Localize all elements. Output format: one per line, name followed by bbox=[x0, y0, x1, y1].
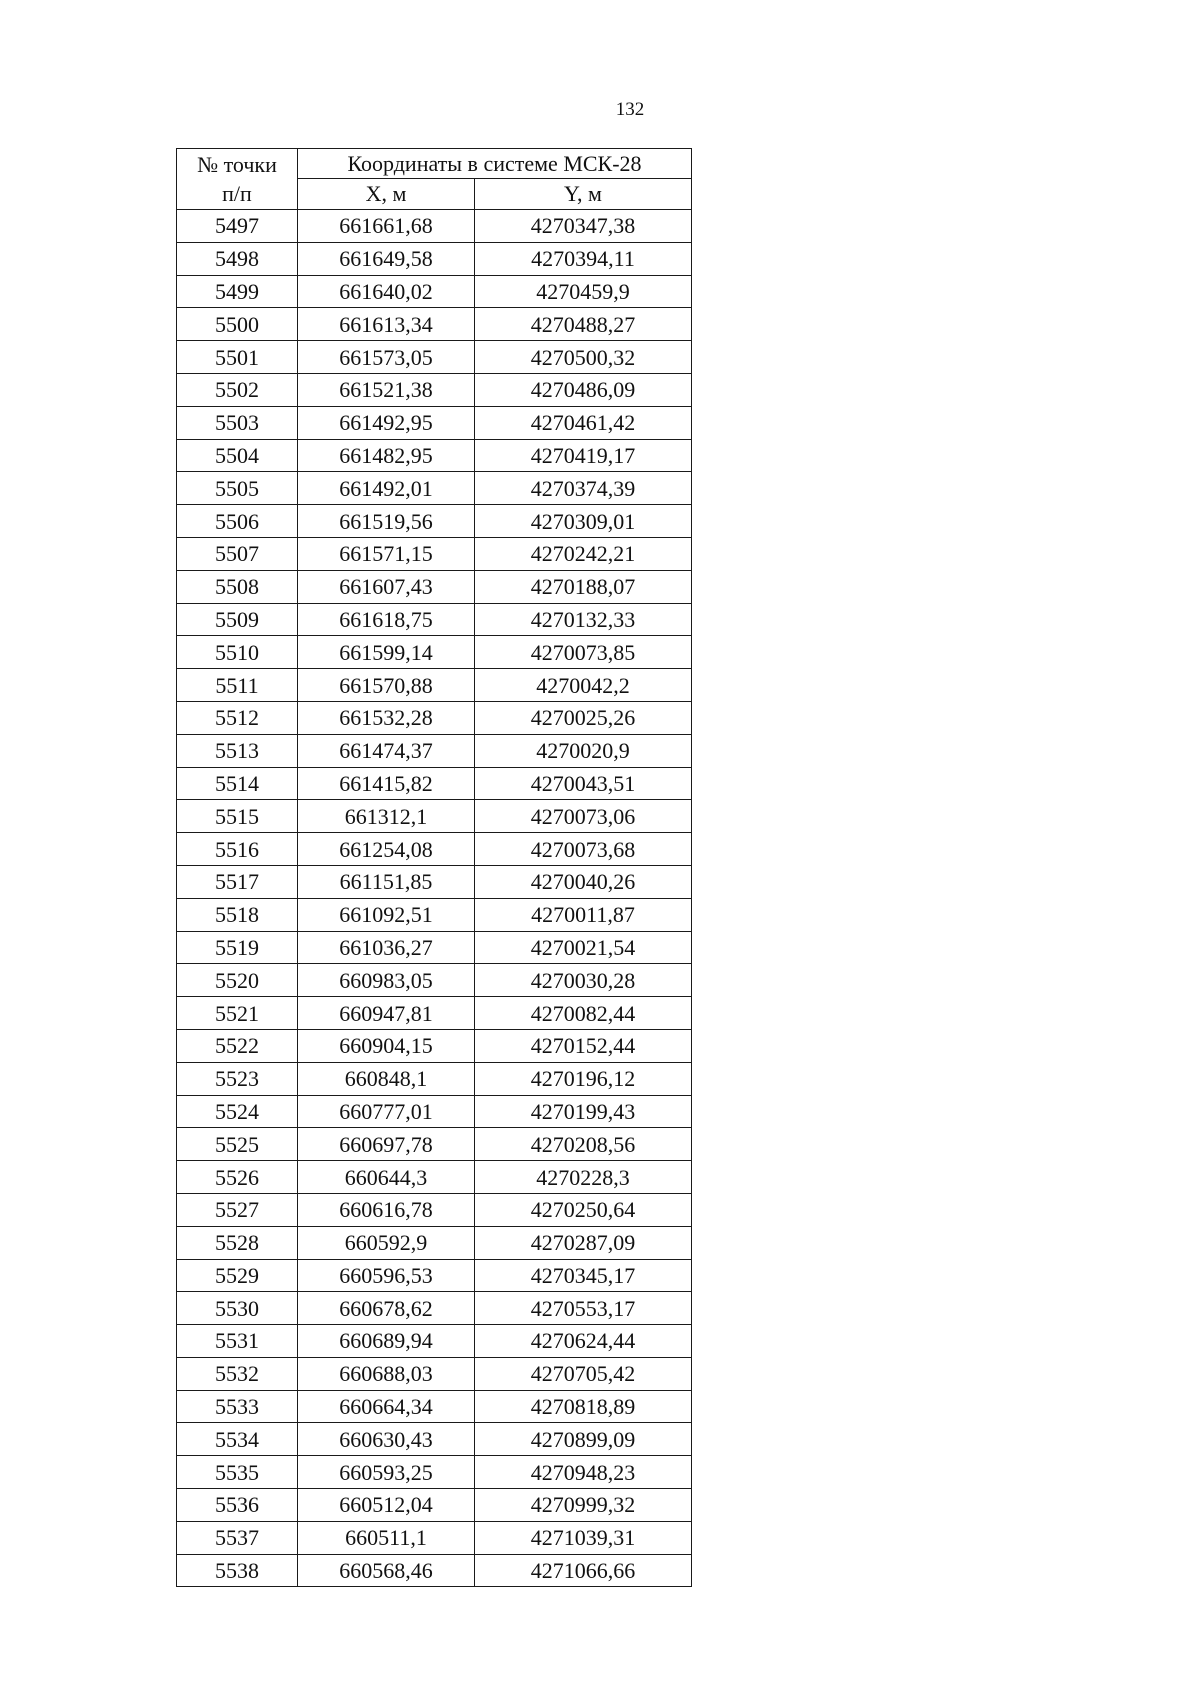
y-coordinate-cell: 4270394,11 bbox=[475, 242, 692, 275]
y-coordinate-cell: 4270347,38 bbox=[475, 210, 692, 243]
y-coordinate-cell: 4270459,9 bbox=[475, 275, 692, 308]
x-coordinate-cell: 660983,05 bbox=[298, 964, 475, 997]
table-row bbox=[177, 603, 692, 636]
x-coordinate-cell: 660644,3 bbox=[298, 1161, 475, 1194]
point-number-cell: 5529 bbox=[177, 1259, 298, 1292]
table-row bbox=[177, 833, 692, 866]
y-coordinate-cell: 4271066,66 bbox=[475, 1554, 692, 1587]
table-row bbox=[177, 1456, 692, 1489]
point-number-cell: 5519 bbox=[177, 931, 298, 964]
x-coordinate-cell: 661649,58 bbox=[298, 242, 475, 275]
table-row bbox=[177, 439, 692, 472]
x-coordinate-cell: 660593,25 bbox=[298, 1456, 475, 1489]
point-number-cell: 5530 bbox=[177, 1292, 298, 1325]
point-number-cell: 5535 bbox=[177, 1456, 298, 1489]
point-number-cell: 5522 bbox=[177, 1029, 298, 1062]
point-number-cell: 5501 bbox=[177, 341, 298, 374]
x-coordinate-cell: 660596,53 bbox=[298, 1259, 475, 1292]
x-coordinate-cell: 661640,02 bbox=[298, 275, 475, 308]
x-coordinate-cell: 660568,46 bbox=[298, 1554, 475, 1587]
point-number-cell: 5500 bbox=[177, 308, 298, 341]
x-coordinate-cell: 661492,01 bbox=[298, 472, 475, 505]
x-coordinate-cell: 661415,82 bbox=[298, 767, 475, 800]
x-coordinate-cell: 660678,62 bbox=[298, 1292, 475, 1325]
y-coordinate-cell: 4270030,28 bbox=[475, 964, 692, 997]
table-row bbox=[177, 1029, 692, 1062]
point-number-cell: 5516 bbox=[177, 833, 298, 866]
table-row bbox=[177, 997, 692, 1030]
x-coordinate-cell: 661482,95 bbox=[298, 439, 475, 472]
y-coordinate-cell: 4270486,09 bbox=[475, 373, 692, 406]
table-row bbox=[177, 1325, 692, 1358]
table-row bbox=[177, 1193, 692, 1226]
x-coordinate-cell: 660664,34 bbox=[298, 1390, 475, 1423]
point-number-cell: 5514 bbox=[177, 767, 298, 800]
y-coordinate-cell: 4270242,21 bbox=[475, 537, 692, 570]
table-row bbox=[177, 1292, 692, 1325]
header-row-1 bbox=[177, 149, 692, 179]
y-coordinate-cell: 4270042,2 bbox=[475, 669, 692, 702]
x-coordinate-cell: 660848,1 bbox=[298, 1062, 475, 1095]
table-row bbox=[177, 1390, 692, 1423]
x-coordinate-cell: 660777,01 bbox=[298, 1095, 475, 1128]
x-coordinate-cell: 661613,34 bbox=[298, 308, 475, 341]
point-number-cell: 5498 bbox=[177, 242, 298, 275]
header-point-number bbox=[177, 149, 298, 210]
x-coordinate-cell: 661599,14 bbox=[298, 636, 475, 669]
y-coordinate-cell: 4270073,85 bbox=[475, 636, 692, 669]
point-number-cell: 5525 bbox=[177, 1128, 298, 1161]
point-number-cell: 5505 bbox=[177, 472, 298, 505]
table-row bbox=[177, 1489, 692, 1522]
x-coordinate-cell: 660904,15 bbox=[298, 1029, 475, 1062]
x-coordinate-cell: 660592,9 bbox=[298, 1226, 475, 1259]
table-row bbox=[177, 1226, 692, 1259]
table-row bbox=[177, 669, 692, 702]
x-coordinate-cell: 661521,38 bbox=[298, 373, 475, 406]
y-coordinate-cell: 4270208,56 bbox=[475, 1128, 692, 1161]
y-coordinate-cell: 4270419,17 bbox=[475, 439, 692, 472]
y-coordinate-cell: 4270705,42 bbox=[475, 1357, 692, 1390]
x-coordinate-cell: 660697,78 bbox=[298, 1128, 475, 1161]
point-number-cell: 5537 bbox=[177, 1521, 298, 1554]
point-number-cell: 5521 bbox=[177, 997, 298, 1030]
table-row bbox=[177, 1259, 692, 1292]
point-number-cell: 5497 bbox=[177, 210, 298, 243]
y-coordinate-cell: 4270196,12 bbox=[475, 1062, 692, 1095]
table-row bbox=[177, 800, 692, 833]
table-row bbox=[177, 1423, 692, 1456]
table-row bbox=[177, 275, 692, 308]
coordinates-table bbox=[176, 148, 692, 1587]
y-coordinate-cell: 4270899,09 bbox=[475, 1423, 692, 1456]
table-row bbox=[177, 537, 692, 570]
y-coordinate-cell: 4270228,3 bbox=[475, 1161, 692, 1194]
table-row bbox=[177, 931, 692, 964]
point-number-cell: 5512 bbox=[177, 701, 298, 734]
x-coordinate-cell: 661092,51 bbox=[298, 898, 475, 931]
page-number: 132 bbox=[615, 99, 645, 120]
y-coordinate-cell: 4270461,42 bbox=[475, 406, 692, 439]
y-coordinate-cell: 4270152,44 bbox=[475, 1029, 692, 1062]
point-number-cell: 5536 bbox=[177, 1489, 298, 1522]
point-number-cell: 5499 bbox=[177, 275, 298, 308]
point-number-cell: 5524 bbox=[177, 1095, 298, 1128]
point-number-cell: 5515 bbox=[177, 800, 298, 833]
y-coordinate-cell: 4270073,06 bbox=[475, 800, 692, 833]
y-coordinate-cell: 4270345,17 bbox=[475, 1259, 692, 1292]
x-coordinate-cell: 660511,1 bbox=[298, 1521, 475, 1554]
table-row bbox=[177, 865, 692, 898]
point-number-cell: 5528 bbox=[177, 1226, 298, 1259]
y-coordinate-cell: 4270011,87 bbox=[475, 898, 692, 931]
x-coordinate-cell: 661254,08 bbox=[298, 833, 475, 866]
point-number-cell: 5507 bbox=[177, 537, 298, 570]
y-coordinate-cell: 4270999,32 bbox=[475, 1489, 692, 1522]
y-coordinate-cell: 4270073,68 bbox=[475, 833, 692, 866]
x-coordinate-cell: 661607,43 bbox=[298, 570, 475, 603]
table-row bbox=[177, 373, 692, 406]
point-number-cell: 5509 bbox=[177, 603, 298, 636]
table-row bbox=[177, 406, 692, 439]
point-number-cell: 5503 bbox=[177, 406, 298, 439]
point-number-cell: 5508 bbox=[177, 570, 298, 603]
header-y: Y, м bbox=[475, 179, 692, 210]
point-number-cell: 5504 bbox=[177, 439, 298, 472]
x-coordinate-cell: 661474,37 bbox=[298, 734, 475, 767]
point-number-cell: 5510 bbox=[177, 636, 298, 669]
y-coordinate-cell: 4270020,9 bbox=[475, 734, 692, 767]
x-coordinate-cell: 661312,1 bbox=[298, 800, 475, 833]
table-row bbox=[177, 767, 692, 800]
y-coordinate-cell: 4270500,32 bbox=[475, 341, 692, 374]
table-row bbox=[177, 1521, 692, 1554]
y-coordinate-cell: 4270309,01 bbox=[475, 505, 692, 538]
x-coordinate-cell: 661618,75 bbox=[298, 603, 475, 636]
y-coordinate-cell: 4270818,89 bbox=[475, 1390, 692, 1423]
point-number-cell: 5513 bbox=[177, 734, 298, 767]
x-coordinate-cell: 661570,88 bbox=[298, 669, 475, 702]
table-row bbox=[177, 636, 692, 669]
y-coordinate-cell: 4270624,44 bbox=[475, 1325, 692, 1358]
point-number-cell: 5506 bbox=[177, 505, 298, 538]
y-coordinate-cell: 4270025,26 bbox=[475, 701, 692, 734]
y-coordinate-cell: 4270374,39 bbox=[475, 472, 692, 505]
header-x: X, м bbox=[298, 179, 475, 210]
x-coordinate-cell: 660630,43 bbox=[298, 1423, 475, 1456]
point-number-cell: 5517 bbox=[177, 865, 298, 898]
x-coordinate-cell: 661571,15 bbox=[298, 537, 475, 570]
table-row bbox=[177, 341, 692, 374]
table-row bbox=[177, 210, 692, 243]
x-coordinate-cell: 661151,85 bbox=[298, 865, 475, 898]
table-row bbox=[177, 1128, 692, 1161]
x-coordinate-cell: 660512,04 bbox=[298, 1489, 475, 1522]
table-row bbox=[177, 472, 692, 505]
header-coordinates: Координаты в системе МСК-28 bbox=[298, 149, 692, 179]
y-coordinate-cell: 4270082,44 bbox=[475, 997, 692, 1030]
y-coordinate-cell: 4270188,07 bbox=[475, 570, 692, 603]
point-number-cell: 5502 bbox=[177, 373, 298, 406]
table-row bbox=[177, 964, 692, 997]
table-row bbox=[177, 1095, 692, 1128]
table-row bbox=[177, 898, 692, 931]
x-coordinate-cell: 661492,95 bbox=[298, 406, 475, 439]
point-number-cell: 5511 bbox=[177, 669, 298, 702]
point-number-cell: 5531 bbox=[177, 1325, 298, 1358]
x-coordinate-cell: 661573,05 bbox=[298, 341, 475, 374]
point-number-cell: 5538 bbox=[177, 1554, 298, 1587]
y-coordinate-cell: 4270199,43 bbox=[475, 1095, 692, 1128]
y-coordinate-cell: 4270043,51 bbox=[475, 767, 692, 800]
x-coordinate-cell: 661036,27 bbox=[298, 931, 475, 964]
table-header bbox=[177, 149, 692, 210]
table-row bbox=[177, 1161, 692, 1194]
point-number-cell: 5533 bbox=[177, 1390, 298, 1423]
x-coordinate-cell: 660616,78 bbox=[298, 1193, 475, 1226]
y-coordinate-cell: 4270553,17 bbox=[475, 1292, 692, 1325]
table-row bbox=[177, 734, 692, 767]
y-coordinate-cell: 4270287,09 bbox=[475, 1226, 692, 1259]
table-row bbox=[177, 1062, 692, 1095]
y-coordinate-cell: 4270488,27 bbox=[475, 308, 692, 341]
x-coordinate-cell: 660688,03 bbox=[298, 1357, 475, 1390]
header-point-line2: п/п bbox=[222, 181, 252, 206]
table-row bbox=[177, 1554, 692, 1587]
y-coordinate-cell: 4270021,54 bbox=[475, 931, 692, 964]
x-coordinate-cell: 660689,94 bbox=[298, 1325, 475, 1358]
table-row bbox=[177, 242, 692, 275]
table-row bbox=[177, 701, 692, 734]
y-coordinate-cell: 4271039,31 bbox=[475, 1521, 692, 1554]
point-number-cell: 5518 bbox=[177, 898, 298, 931]
x-coordinate-cell: 660947,81 bbox=[298, 997, 475, 1030]
table-row bbox=[177, 308, 692, 341]
table-row bbox=[177, 505, 692, 538]
x-coordinate-cell: 661532,28 bbox=[298, 701, 475, 734]
point-number-cell: 5534 bbox=[177, 1423, 298, 1456]
header-point-line1: № точки bbox=[197, 152, 277, 177]
point-number-cell: 5527 bbox=[177, 1193, 298, 1226]
point-number-cell: 5520 bbox=[177, 964, 298, 997]
table-row bbox=[177, 1357, 692, 1390]
table-body bbox=[177, 210, 692, 1587]
point-number-cell: 5526 bbox=[177, 1161, 298, 1194]
point-number-cell: 5532 bbox=[177, 1357, 298, 1390]
y-coordinate-cell: 4270040,26 bbox=[475, 865, 692, 898]
y-coordinate-cell: 4270948,23 bbox=[475, 1456, 692, 1489]
point-number-cell: 5523 bbox=[177, 1062, 298, 1095]
y-coordinate-cell: 4270250,64 bbox=[475, 1193, 692, 1226]
x-coordinate-cell: 661661,68 bbox=[298, 210, 475, 243]
x-coordinate-cell: 661519,56 bbox=[298, 505, 475, 538]
table-row bbox=[177, 570, 692, 603]
y-coordinate-cell: 4270132,33 bbox=[475, 603, 692, 636]
